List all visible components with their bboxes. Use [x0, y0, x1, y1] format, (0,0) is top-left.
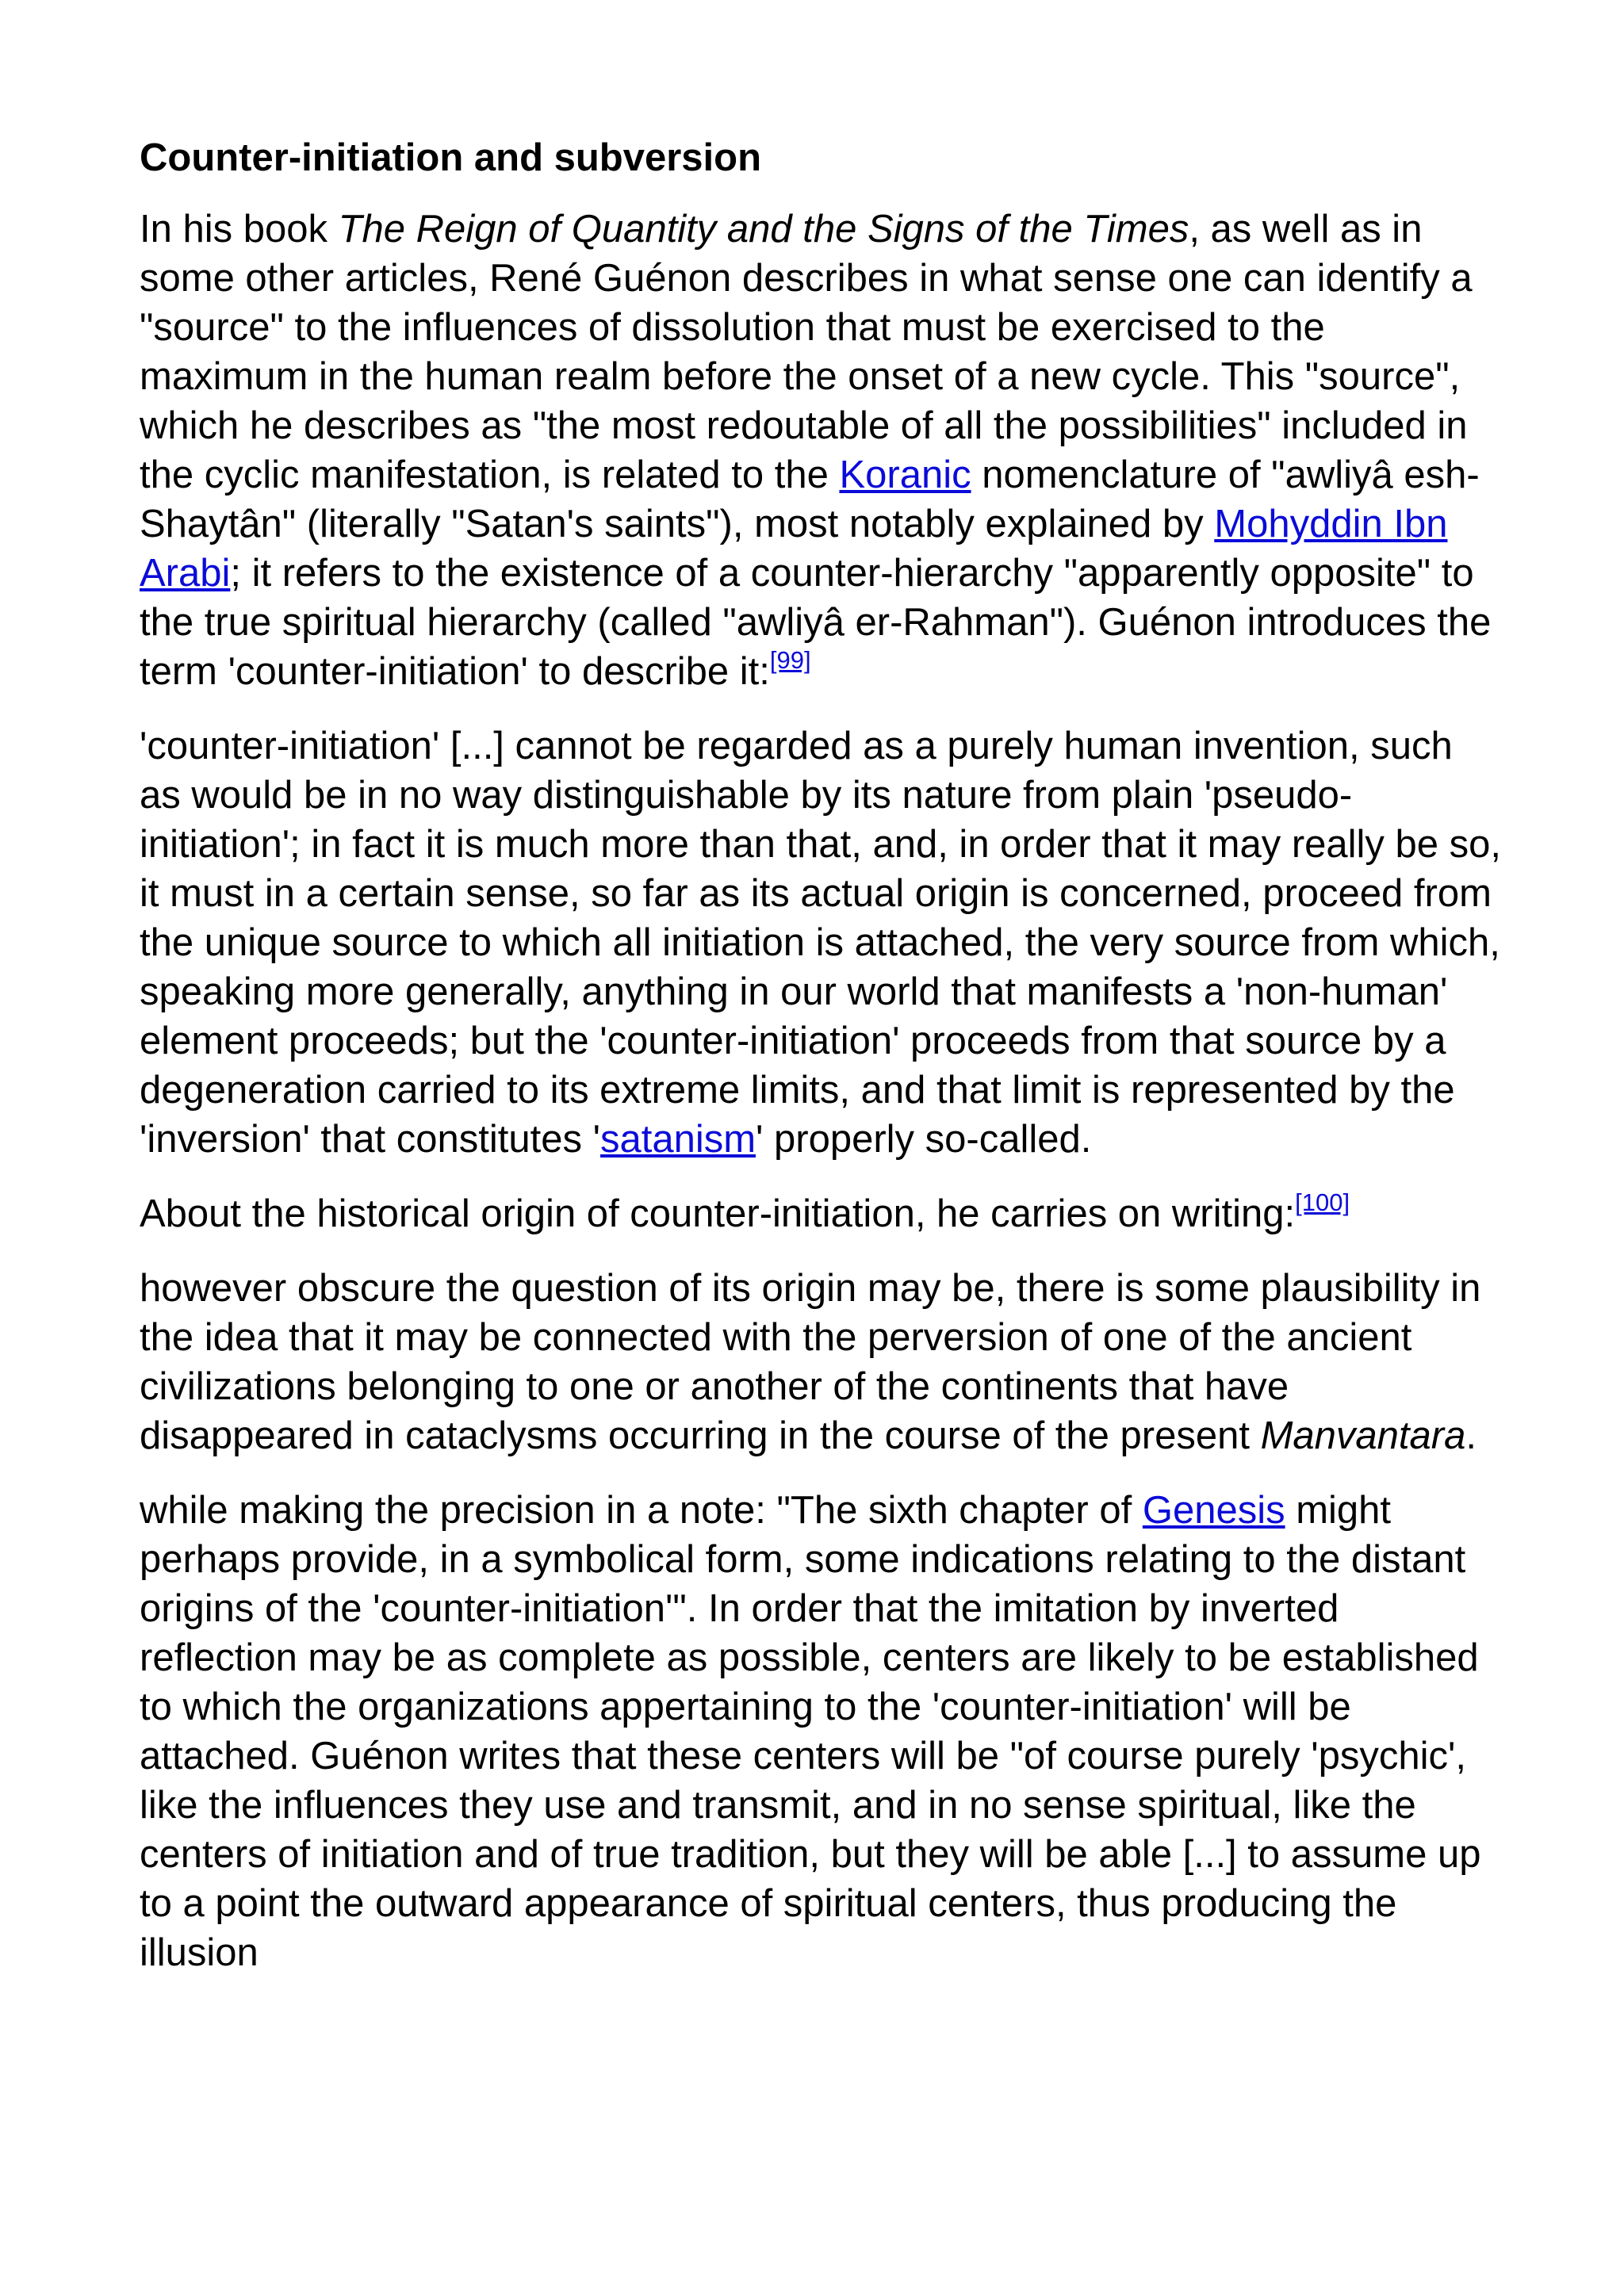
footnote-ref-99[interactable]: [99] [769, 646, 811, 674]
intro-text-2: , as well as in some other articles, René Guénon describes in what sense one can identify a "source" to the influences of dissolution that must be exercised to the maximum in the human realm before the onset of a new cycle. This "source", which he describes as "the most redoutable of all the possibilities" included in the cyclic manifestation, is related to the [140, 208, 1473, 496]
intro-text-4: ; it refers to the existence of a counter-hierarchy "apparently opposite" to the true spiritual hierarchy (called "awliyâ er-Rahman"). Guénon introduces the term 'counter-initiation' to describe it: [140, 552, 1492, 693]
document-page [140, 133, 1503, 2003]
section-heading: Counter-initiation and subversion [140, 136, 762, 179]
genesis-link[interactable]: Genesis [1142, 1489, 1285, 1532]
quote1-text-2: ' properly so-called. [756, 1118, 1092, 1161]
origin-text: About the historical origin of counter-initiation, he carries on writing: [140, 1192, 1296, 1235]
quote-paragraph-1 [140, 721, 1503, 1164]
intro-paragraph [140, 205, 1503, 696]
book-title: The Reign of Quantity and the Signs of the Times [338, 208, 1189, 251]
satanism-link[interactable]: satanism [599, 1118, 756, 1161]
quote-paragraph-2 [140, 1264, 1503, 1460]
origin-paragraph [140, 1189, 1503, 1238]
intro-text-1: In his book [140, 208, 339, 251]
precision-text-1: while making the precision in a note: "The sixth chapter of [140, 1489, 1143, 1532]
quote1-text-1: 'counter-initiation' [...] cannot be regarded as a purely human invention, such as would be in no way distinguishable by its nature from plain 'pseudo-initiation'; in fact it is much more than that, and, in order that it may really be so, it must in a certain sense, so far as its actual origin is concerned, proceed from the unique source to which all initiation is attached, the very source from which, speaking more generally, anything in our world that manifests a 'non-human' element proceeds; but the 'counter-initiation' proceeds from that source by a degeneration carried to its extreme limits, and that limit is represented by the 'inversion' that constitutes ' [140, 725, 1502, 1161]
precision-paragraph [140, 1486, 1503, 1977]
koranic-link[interactable]: Koranic [839, 453, 971, 496]
precision-text-2: might perhaps provide, in a symbolical form, some indications relating to the distant origins of the 'counter-initiation'". In order that the imitation by inverted reflection may be as complete as possible, centers are likely to be established to which the organizations appertaining to the 'counter-initiation' will be attached. Guénon writes that these centers will be "of course purely 'psychic', like the influences they use and transmit, and in no sense spiritual, like the centers of initiation and of true tradition, but they will be able [...] to assume up to a point the outward appearance of spiritual centers, thus producing the illusion [140, 1489, 1481, 1974]
intro-text-3: nomenclature of "awliyâ esh-Shaytân" (literally "Satan's saints"), most notably explained by [140, 453, 1480, 545]
quote2-text-1: however obscure the question of its origin may be, there is some plausibility in the idea that it may be connected with the perversion of one of the ancient civilizations belonging to one or another of the continents that have disappeared in cataclysms occurring in the course of the present [140, 1267, 1481, 1457]
manvantara-term: Manvantara [1260, 1414, 1466, 1457]
quote2-text-2: . [1465, 1414, 1477, 1457]
footnote-ref-100[interactable]: [100] [1295, 1188, 1350, 1216]
ibn-arabi-link[interactable]: Mohyddin Ibn Arabi [140, 503, 1448, 595]
